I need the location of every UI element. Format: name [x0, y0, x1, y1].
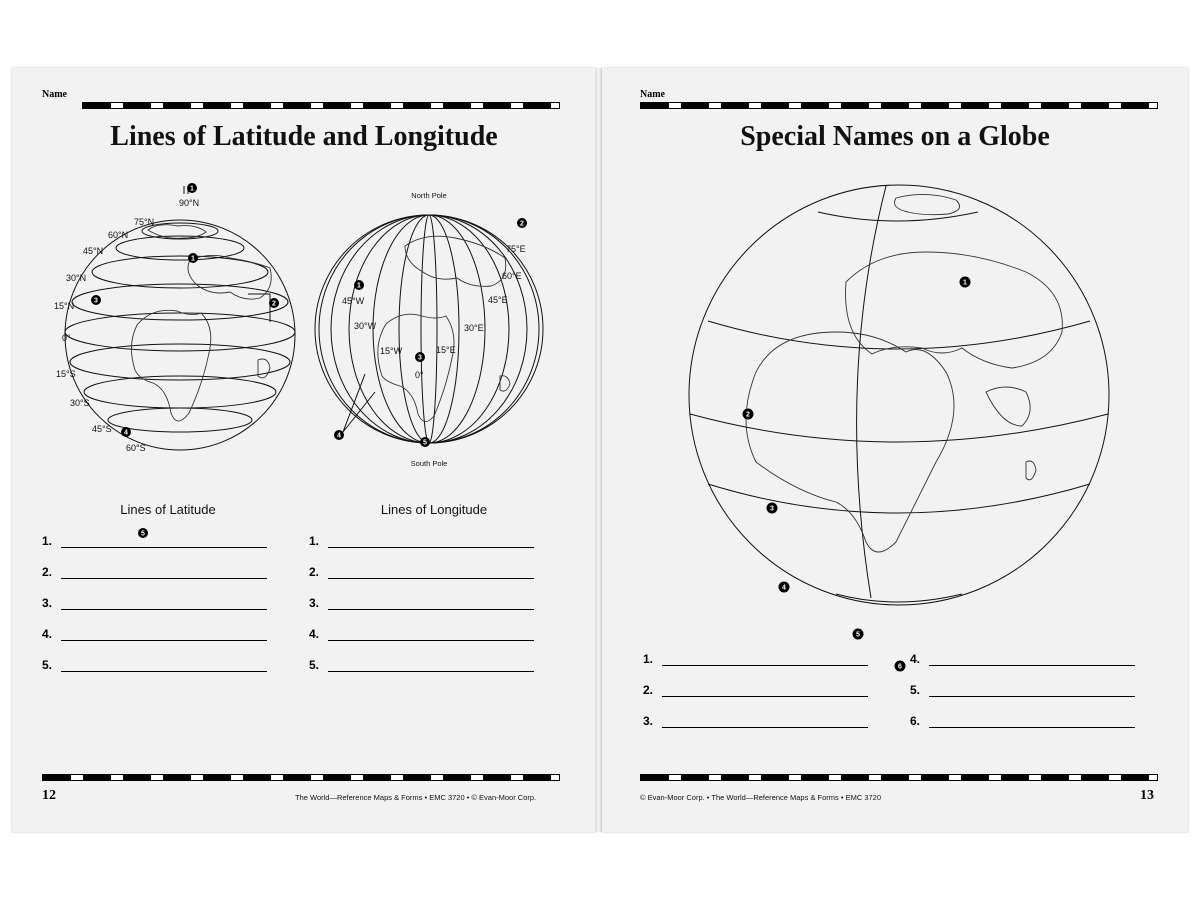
- marker-1: [960, 277, 971, 288]
- answer-blank[interactable]: [328, 660, 534, 672]
- marker-3: [91, 295, 101, 305]
- svg-text:5: 5: [141, 530, 145, 538]
- latitude-column-heading: Lines of Latitude: [120, 502, 216, 517]
- marker-5: [420, 437, 430, 447]
- lat-label-15s: 15°S: [56, 369, 76, 379]
- answer-blank[interactable]: [61, 536, 267, 548]
- long-label-75e: 75°E: [506, 244, 526, 254]
- continent-outlines: [131, 225, 271, 421]
- svg-text:2: 2: [520, 220, 524, 228]
- special-answer-3: 3.: [631, 714, 868, 728]
- svg-text:4: 4: [782, 584, 786, 592]
- answer-blank[interactable]: [929, 685, 1135, 697]
- svg-text:1: 1: [191, 255, 195, 263]
- lat-label-30n: 30°N: [66, 273, 87, 283]
- lat-label-60n: 60°N: [108, 230, 129, 240]
- long-label-30w: 30°W: [354, 321, 377, 331]
- answer-blank[interactable]: [61, 629, 267, 641]
- footer-dash-bar: [640, 774, 1158, 781]
- longitude-answer-5: 5.: [297, 658, 534, 672]
- svg-text:1: 1: [190, 185, 194, 193]
- footer-credit: © Evan-Moor Corp. • The World—Reference Maps & Forms • EMC 3720: [640, 793, 881, 802]
- continent-outlines: [378, 236, 510, 421]
- marker-1-label: [187, 183, 197, 193]
- svg-text:5: 5: [856, 631, 860, 639]
- long-label-30e: 30°E: [464, 323, 484, 333]
- answer-blank[interactable]: [61, 598, 267, 610]
- lat-label-60s: 60°S: [126, 443, 146, 453]
- marker-1: [354, 280, 364, 290]
- answer-blank[interactable]: [662, 716, 868, 728]
- marker-1: [188, 253, 198, 263]
- svg-text:6: 6: [898, 663, 902, 671]
- longitude-globe: [310, 186, 560, 476]
- long-label-60e: 60°E: [502, 271, 522, 281]
- answer-blank[interactable]: [929, 654, 1135, 666]
- longitude-column-heading: Lines of Longitude: [380, 502, 488, 517]
- answer-blank[interactable]: [328, 567, 534, 579]
- latitude-answer-5: 5.: [30, 658, 267, 672]
- longitude-answer-1: 1.: [297, 534, 534, 548]
- svg-text:1: 1: [963, 279, 967, 287]
- page-number: 13: [1140, 788, 1154, 803]
- longitude-labels: [342, 244, 526, 380]
- continent-outlines: [746, 194, 1062, 552]
- lat-label-75n: 75°N: [134, 217, 155, 227]
- answer-blank[interactable]: [328, 536, 534, 548]
- long-label-15e: 15°E: [436, 345, 456, 355]
- svg-text:4: 4: [124, 429, 128, 437]
- longitude-answer-4: 4.: [297, 627, 534, 641]
- latitude-answer-4: 4.: [30, 627, 267, 641]
- marker-4: [779, 582, 790, 593]
- answer-blank[interactable]: [929, 716, 1135, 728]
- right-page: [602, 68, 1188, 832]
- latitude-answer-1: 1.: [30, 534, 267, 548]
- answer-blank[interactable]: [662, 685, 868, 697]
- footer-dash-bar: [42, 774, 560, 781]
- lat-label-45s: 45°S: [92, 424, 112, 434]
- header-dash-bar: [640, 102, 1158, 109]
- page-number: 12: [42, 788, 56, 803]
- latitude-answer-3: 3.: [30, 596, 267, 610]
- svg-text:1: 1: [357, 282, 361, 290]
- svg-text:4: 4: [337, 432, 341, 440]
- header-dash-bar: [82, 102, 560, 109]
- marker-2: [743, 409, 754, 420]
- svg-text:5: 5: [423, 439, 427, 447]
- left-page: [12, 68, 596, 832]
- special-names-globe: [686, 182, 1116, 671]
- latitude-answer-2: 2.: [30, 565, 267, 579]
- lat-label-0: 0°: [62, 333, 71, 343]
- page-title: Lines of Latitude and Longitude: [110, 121, 498, 152]
- lat-label-45n: 45°N: [83, 246, 104, 256]
- marker-4: [121, 427, 131, 437]
- page-title: Special Names on a Globe: [740, 121, 1050, 152]
- svg-text:3: 3: [94, 297, 98, 305]
- answer-blank[interactable]: [61, 660, 267, 672]
- marker-4: [334, 430, 344, 440]
- name-label: Name: [640, 89, 665, 100]
- lat-label-30s: 30°S: [70, 398, 90, 408]
- svg-text:2: 2: [746, 411, 750, 419]
- special-answer-1: 1.: [631, 652, 868, 666]
- special-lines: [690, 186, 1108, 602]
- answer-blank[interactable]: [61, 567, 267, 579]
- footer-credit: The World—Reference Maps & Forms • EMC 3720 • © Evan-Moor Corp.: [295, 793, 537, 802]
- long-label-15w: 15°W: [380, 346, 403, 356]
- long-label-45e: 45°E: [488, 295, 508, 305]
- marker-5: [853, 629, 864, 640]
- name-label: Name: [42, 89, 67, 100]
- lat-label-90n: 90°N: [179, 198, 200, 208]
- special-answer-6: 6.: [898, 714, 1135, 728]
- north-pole-label: North Pole: [411, 191, 447, 200]
- answer-blank[interactable]: [662, 654, 868, 666]
- marker-2: [517, 218, 527, 228]
- svg-text:3: 3: [770, 505, 774, 513]
- special-answer-4: 4.: [898, 652, 1135, 666]
- long-label-45w: 45°W: [342, 296, 365, 306]
- marker-3: [767, 503, 778, 514]
- south-pole-label: South Pole: [410, 459, 448, 468]
- longitude-answer-2: 2.: [297, 565, 534, 579]
- marker-3: [415, 352, 425, 362]
- lat-label-15n: 15°N: [54, 301, 75, 311]
- long-label-0: 0°: [415, 370, 424, 380]
- special-answer-2: 2.: [631, 683, 868, 697]
- answer-blank[interactable]: [328, 629, 534, 641]
- svg-text:2: 2: [272, 300, 276, 308]
- longitude-answer-3: 3.: [297, 596, 534, 610]
- special-answer-5: 5.: [898, 683, 1135, 697]
- answer-blank[interactable]: [328, 598, 534, 610]
- svg-text:3: 3: [418, 354, 422, 362]
